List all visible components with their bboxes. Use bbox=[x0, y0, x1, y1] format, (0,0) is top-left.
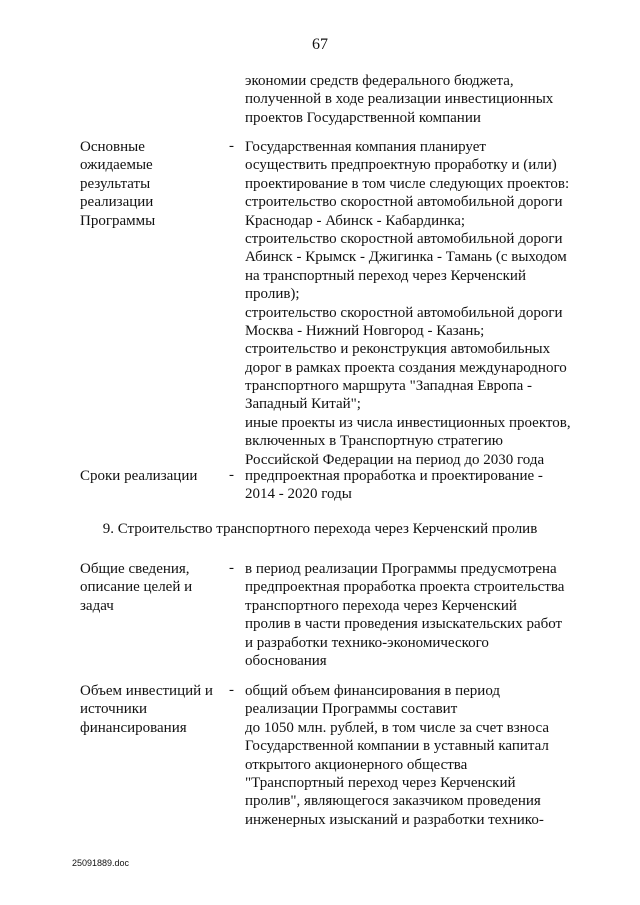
text-line: реализации Программы составит bbox=[245, 701, 458, 718]
text-line: 2014 - 2020 годы bbox=[245, 486, 352, 503]
label-line: финансирования bbox=[80, 719, 187, 736]
text-line: Государственная компания планирует bbox=[245, 139, 486, 155]
text-line: пролив в части проведения изыскательских работ bbox=[245, 616, 563, 633]
text-line: включенных в Транспортную стратегию bbox=[245, 433, 503, 450]
text-line: пролив); bbox=[245, 286, 300, 303]
dash-separator: - bbox=[229, 138, 234, 154]
text-line: Краснодар - Абинск - Кабардинка; bbox=[245, 212, 466, 229]
text-line: Москва - Нижний Новгород - Казань; bbox=[245, 322, 485, 339]
text-line: строительство скоростной автомобильной дороги bbox=[245, 304, 563, 321]
text-line: иные проекты из числа инвестиционных проектов, bbox=[245, 414, 571, 431]
investment-volume-value bbox=[245, 682, 549, 829]
text-line: Абинск - Крымск - Джигинка - Тамань (с выходом bbox=[245, 249, 567, 266]
text-line: полученной в ходе реализации инвестиционных bbox=[245, 91, 554, 108]
page-number: 67 bbox=[312, 36, 328, 53]
general-info-value bbox=[245, 560, 564, 670]
label-line: Сроки реализации bbox=[80, 468, 198, 484]
text-line: экономии средств федерального бюджета, bbox=[245, 73, 514, 89]
text-line: строительство скоростной автомобильной дороги bbox=[245, 230, 563, 247]
expected-results-value bbox=[245, 138, 571, 469]
text-line: общий объем финансирования в период bbox=[245, 683, 501, 699]
label-line: Объем инвестиций и bbox=[80, 683, 213, 699]
text-line: обоснования bbox=[245, 652, 327, 669]
text-line: предпроектная проработка и проектирование - bbox=[245, 468, 543, 484]
text-line: инженерных изысканий и разработки технико- bbox=[245, 811, 544, 828]
text-line: строительство скоростной автомобильной дороги bbox=[245, 194, 563, 211]
text-line: в период реализации Программы предусмотрена bbox=[245, 561, 557, 577]
text-line: транспортного перехода через Керченский bbox=[245, 597, 517, 614]
text-line: осуществить предпроектную проработку и (или) bbox=[245, 157, 557, 174]
label-line: ожидаемые bbox=[80, 157, 153, 174]
investment-volume-label bbox=[80, 682, 213, 737]
document-filename: 25091889.doc bbox=[72, 858, 130, 868]
dash-separator: - bbox=[229, 560, 234, 576]
text-line: транспортного маршрута "Западная Европа - bbox=[245, 378, 532, 395]
text-line: "Транспортный переход через Керченский bbox=[245, 774, 516, 791]
label-line: Программы bbox=[80, 212, 156, 229]
text-line: предпроектная проработка проекта строительства bbox=[245, 579, 565, 596]
text-line: открытого акционерного общества bbox=[245, 756, 468, 773]
section-heading: 9. Строительство транспортного перехода через Керченский пролив bbox=[102, 521, 538, 537]
label-line: Основные bbox=[80, 139, 145, 155]
implementation-period-value bbox=[245, 467, 543, 504]
text-line: Государственной компании в уставный капитал bbox=[245, 738, 549, 755]
label-line: результаты bbox=[80, 175, 151, 192]
label-line: описание целей и bbox=[80, 579, 193, 596]
text-line: дорог в рамках проекта создания международного bbox=[245, 359, 567, 376]
label-line: Общие сведения, bbox=[80, 561, 190, 577]
text-line: до 1050 млн. рублей, в том числе за счет взноса bbox=[245, 719, 550, 736]
text-line: Западный Китай"; bbox=[245, 396, 361, 413]
label-line: реализации bbox=[80, 194, 154, 211]
label-line: источники bbox=[80, 701, 148, 718]
general-info-label bbox=[80, 560, 192, 615]
text-line: пролив", являющегося заказчиком проведения bbox=[245, 793, 541, 810]
continuation-text bbox=[245, 72, 553, 127]
text-line: и разработки технико-экономического bbox=[245, 634, 489, 651]
label-line: задач bbox=[80, 597, 114, 614]
text-line: проектов Государственной компании bbox=[245, 109, 481, 126]
text-line: проектирование в том числе следующих проектов: bbox=[245, 175, 570, 192]
implementation-period-label bbox=[80, 467, 197, 485]
dash-separator: - bbox=[229, 467, 234, 483]
text-line: Российской Федерации на период до 2030 года bbox=[245, 451, 545, 468]
text-line: на транспортный переход через Керченский bbox=[245, 267, 526, 284]
dash-separator: - bbox=[229, 682, 234, 698]
expected-results-label bbox=[80, 138, 155, 230]
text-line: строительство и реконструкция автомобильных bbox=[245, 341, 551, 358]
